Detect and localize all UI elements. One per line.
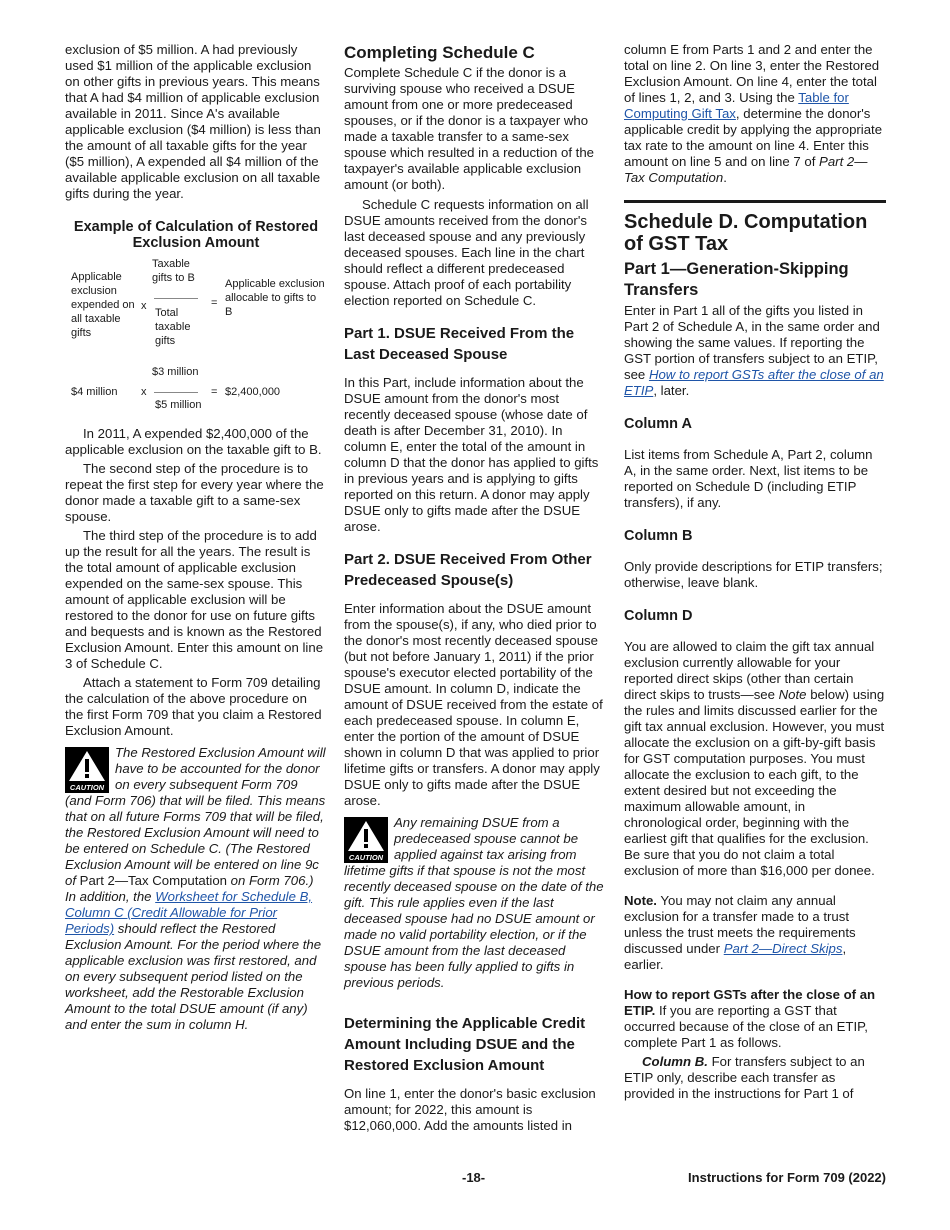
paragraph: exclusion of $5 million. A had previously used $1 million of the applicable exclusion on other gifts in previous years. This means that A had $4 million of applicable exclusion available in 2011. Since A's available applicable exclusion ($4 million) is less than the amount of all taxable gifts for the year ($5 million), A expended all $4 million of the available applicable exclusion on all taxable gifts during the year. <box>65 42 321 201</box>
paragraph: List items from Schedule A, Part 2, column A, in the same order. Next, list items to be reported on Schedule D (including ETIP transfers), if any. <box>624 447 873 510</box>
caution-triangle-icon <box>65 747 109 793</box>
paragraph: In this Part, include information about the DSUE amount from the donor's most recently deceased spouse (whose date of death is after December 31, 2010). In column E, enter the total of the amount in column D that the donor has applied to gifts in previous years and is applying to gifts reported on this return. A donor may apply DSUE only to gifts made after the DSUE arose. <box>344 375 599 534</box>
table-computing-gift-tax-link[interactable]: Table for Computing Gift Tax <box>624 90 849 121</box>
formula-times-2: x <box>141 386 147 398</box>
paragraph: column E from Parts 1 and 2 and enter the total on line 2. On line 3, enter the Restored Exclusion Amount. On line 4, enter the total of lines 1, 2, and 3. Using the Table for Computing Gift Tax, determine the donor's applicable credit by applying the appropriate tax rate to the amount on line 4. Enter this amount on line 5 and on line 7 of Part 2—Tax Computation. <box>624 42 883 185</box>
paragraph: Only provide descriptions for ETIP transfers; otherwise, leave blank. <box>624 559 883 590</box>
formula-numerator-value: $3 million <box>152 366 199 378</box>
footer-title: Instructions for Form 709 (2022) <box>688 1170 886 1185</box>
column-right <box>624 42 886 1102</box>
paragraph: The second step of the procedure is to repeat the first step for every year where the donor made a taxable gift to a same-sex spouse. <box>65 461 324 524</box>
formula-numerator-label: Taxable gifts to B <box>152 258 195 284</box>
restored-exclusion-formula <box>65 258 327 423</box>
heading-part-1-dsue: Part 1. DSUE Received From the Last Deceased Spouse <box>344 325 575 363</box>
paragraph: In 2011, A expended $2,400,000 of the applicable exclusion on the taxable gift to B. <box>65 426 322 457</box>
heading-determining-credit: Determining the Applicable Credit Amount Including DSUE and the Restored Exclusion Amount <box>344 1015 586 1074</box>
heading-schedule-d: Schedule D. Computation of GST Tax <box>624 211 868 255</box>
formula-denominator-label: Total taxable gifts <box>155 307 191 347</box>
heading-column-d: Column D <box>624 608 693 624</box>
column-middle <box>344 42 606 1134</box>
formula-equals-2: = <box>211 386 218 398</box>
paragraph: The third step of the procedure is to add up the result for all the years. The result is the total amount of applicable exclusion expended on the same-sex spouse. This amount of applicable exclusion will be restored to the donor for use on future gifts and bequests and is known as the Restored Exclusion Amount. Enter this amount on line 3 of Schedule C. <box>65 528 324 671</box>
caution-label: CAUTION <box>69 783 105 792</box>
paragraph: Schedule C requests information on all DSUE amounts received from the donor's last deceased spouse and any previously deceased spouses. Each line in the chart should reflect a different predeceased spouse. Attach proof of each portability election reported on Schedule C. <box>344 197 589 308</box>
note-paragraph: Note. You may not claim any annual exclusion for a transfer made to a trust unless the trust meets the requirements discussed under Part 2—Direct Skips, earlier. <box>624 893 856 972</box>
column-left <box>65 42 327 1033</box>
caution-note: CAUTION The Restored Exclusion Amount will have to be accounted for the donor on every subsequent Form 709 (and Form 706) that will be filed. This means that on all future Forms 709 that will be filed, the Restored Exclusion Amount will need to be entered on Schedule C. (The Restored Exclusion Amount will be entered on line 9c of Part 2—Tax Computation on Form 706.) In addition, the Worksheet for Schedule B, Column C (Credit Allowable for Prior Periods) should reflect the Restored Exclusion Amount. For the period where the applicable exclusion was first restored, and on every subsequent period listed on the worksheet, add the Restorable Exclusion Amount to the total DSUE amount (if any) and enter the sum in column H. <box>65 745 326 1032</box>
part-2-direct-skips-link[interactable]: Part 2—Direct Skips <box>723 941 843 956</box>
heading-part-1-gst: Part 1—Generation-Skipping Transfers <box>624 260 849 299</box>
fraction-line-2 <box>154 392 198 393</box>
etip-paragraph: How to report GSTs after the close of an ETIP. If you are reporting a GST that occurred because of the close of an ETIP, complete Part 1 as follows. <box>624 987 876 1050</box>
formula-result-value: $2,400,000 <box>225 386 281 398</box>
heading-part-2-dsue: Part 2. DSUE Received From Other Predeceased Spouse(s) <box>344 551 592 589</box>
caution-note: CAUTION Any remaining DSUE from a predeceased spouse cannot be applied against tax arising from lifetime gifts if that spouse is not the most recently deceased spouse on the date of the gift. This rule applies even if the last deceased spouse had no DSUE amount or made no valid portability election, or if the DSUE amount from the last deceased spouse has been fully applied to gifts in previous periods. <box>344 815 604 990</box>
caution-label: CAUTION <box>348 853 384 862</box>
worksheet-schedule-b-link[interactable]: Worksheet for Schedule B, Column C (Credit Allowable for Prior Periods) <box>65 889 313 936</box>
paragraph: You are allowed to claim the gift tax annual exclusion currently allowable for your reported direct skips (other than certain direct skips to trusts—see Note below) using the rules and limits discussed earlier for the gift tax annual exclusion. However, you must allocate the exclusion on a gift-by-gift basis for GST computation purposes. You must allocate the exclusion to each gift, to the extent desired but not exceeding the maximum allowable amount, in chronological order, beginning with the earliest gift that qualifies for the exclusion. Be sure that you do not claim a total exclusion of more than $16,000 per donee. <box>624 639 885 878</box>
caution-triangle-icon <box>344 817 388 863</box>
paragraph: Enter in Part 1 all of the gifts you listed in Part 2 of Schedule A, in the same order and showing the same values. If reporting the GST portion of transfers subject to an ETIP, see How to report GSTs after the close of an ETIP, later. <box>624 303 884 398</box>
formula-left-value: $4 million <box>71 386 118 398</box>
formula-denominator-value: $5 million <box>155 399 202 411</box>
section-divider <box>624 200 886 203</box>
section-heading-completing-schedule-c: Completing Schedule C <box>344 43 535 62</box>
heading-column-b: Column B <box>624 528 693 544</box>
paragraph: Complete Schedule C if the donor is a surviving spouse who received a DSUE amount from one or more predeceased spouses, or if the donor is a taxpayer who made a taxable transfer to a same-sex spouse which resulted in a reduction of the taxpayer's available applicable exclusion amount (or both). <box>344 65 594 192</box>
paragraph: Enter information about the DSUE amount from the spouse(s), if any, who died prior to the donor's most recently deceased spouse (but not before January 1, 2011) if the prior spouse's executor elected portability of the DSUE amount. In column D, indicate the amount of DSUE received from the estate of each predeceased spouse. In column E, enter the portion of the amount of DSUE shown in column D that was applied to prior lifetime gifts or transfers. A donor may apply DSUE only to gifts made after the DSUE arose. <box>344 601 603 808</box>
how-to-report-gsts-link[interactable]: How to report GSTs after the close of an ETIP <box>624 367 884 398</box>
paragraph: On line 1, enter the donor's basic exclusion amount; for 2022, this amount is $12,060,000. Add the amounts listed in <box>344 1086 596 1133</box>
paragraph: Attach a statement to Form 709 detailing the calculation of the above procedure on the first Form 709 that you claim a Restored Exclusion Amount. <box>65 675 322 738</box>
formula-times: x <box>141 300 147 312</box>
formula-left-label: Applicable exclusion expended on all taxable gifts <box>71 271 135 339</box>
example-title: Example of Calculation of Restored Exclusion Amount <box>73 219 319 251</box>
formula-right-label: Applicable exclusion allocable to gifts to B <box>225 278 325 318</box>
formula-equals: = <box>211 297 218 309</box>
column-b-paragraph: Column B. For transfers subject to an ETIP only, describe each transfer as provided in the instructions for Part 1 of <box>624 1054 865 1101</box>
heading-column-a: Column A <box>624 416 692 432</box>
fraction-line <box>154 298 198 299</box>
page-number: -18- <box>462 1170 486 1185</box>
